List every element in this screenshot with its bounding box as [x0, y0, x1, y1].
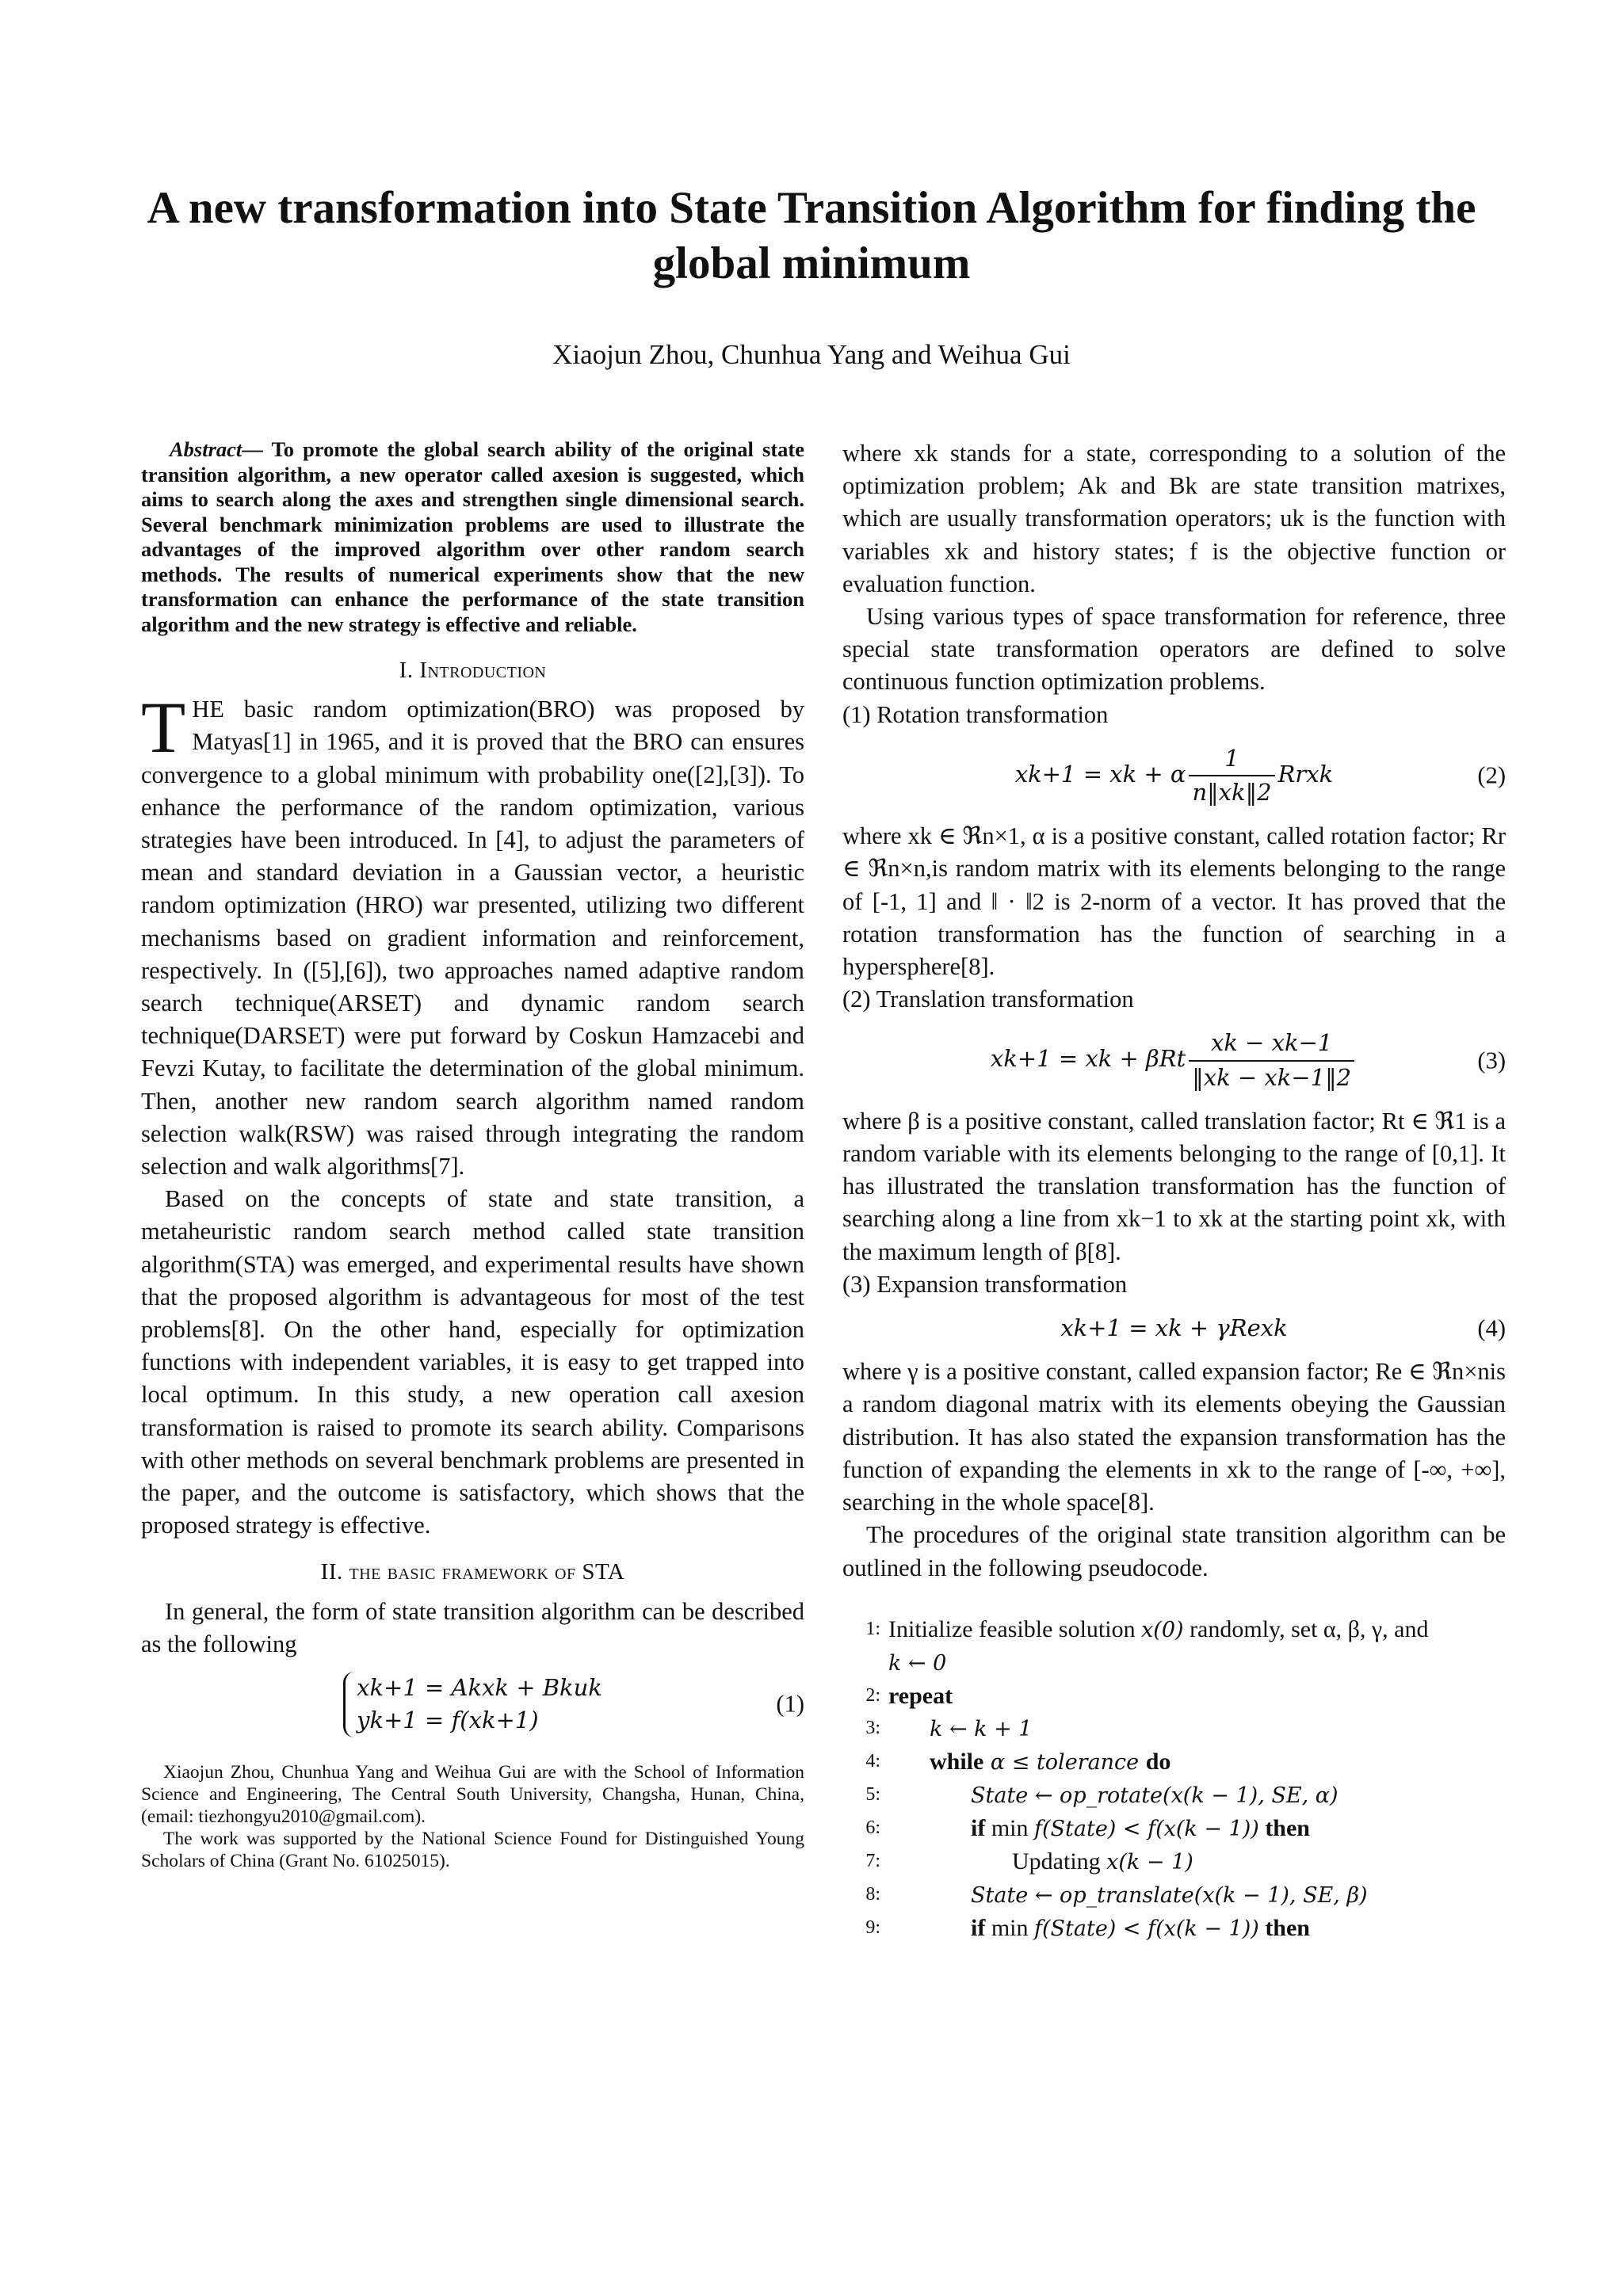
algo-keyword: then	[1258, 1914, 1310, 1941]
framework-paragraph-1: In general, the form of state transition algorithm can be described as the following	[141, 1597, 804, 1657]
algo-line-text	[888, 1646, 1506, 1680]
equation-1	[141, 1672, 804, 1737]
algo-line-text	[888, 1613, 1506, 1646]
algo-line-text	[888, 1812, 1506, 1845]
algo-line-text	[888, 1878, 1506, 1912]
algo-keyword: then	[1258, 1814, 1310, 1841]
right-paragraph-4: where β is a positive constant, called translation factor; Rt ∈ ℜ1 is a random variable with its elements belonging to the range of [0,1]. It has illustrated the translation transformation has the function of searching along a line from xk−1 to xk at the starting point xk, with the maximum length of β[8].	[842, 1107, 1506, 1265]
rotation-heading: (1) Rotation transformation	[842, 700, 1109, 728]
abstract-label: Abstract	[170, 437, 242, 461]
algo-line-number: 9:	[865, 1917, 880, 1938]
equation-2	[842, 742, 1506, 809]
algo-line-number: 4:	[865, 1750, 880, 1772]
algo-line	[842, 1712, 1506, 1745]
equation-2-denominator: n‖xk‖2	[1192, 779, 1272, 807]
algo-line	[842, 1646, 1506, 1680]
algo-keyword: do	[1145, 1748, 1171, 1775]
footnote-funding: The work was supported by the National Science Found for Distinguished Young Scholars of China (Grant No. 61025015).	[141, 1828, 804, 1871]
algo-text: randomly, set α, β, γ, and	[1183, 1615, 1429, 1642]
equation-1-line-2: yk+1 = f(xk+1)	[357, 1707, 539, 1734]
equation-2-rhs: Rrxk	[1277, 761, 1334, 788]
algo-line	[842, 1812, 1506, 1845]
algo-math: State ← op_translate(x(k − 1), SE, β)	[971, 1882, 1368, 1908]
section-heading-framework: II. the basic framework of STA	[320, 1559, 625, 1585]
equation-3-numerator: xk − xk−1	[1189, 1027, 1354, 1061]
section-heading-introduction: I. Introduction	[399, 658, 547, 683]
right-paragraph-2: Using various types of space transformation for reference, three special state transformation operators are defined to solve continuous function optimization problems.	[842, 603, 1506, 696]
equation-4-body: xk+1 = xk + γRexk	[1060, 1314, 1288, 1342]
algo-line-text	[888, 1712, 1506, 1745]
algo-line-number: 8:	[865, 1883, 880, 1905]
algo-line	[842, 1779, 1506, 1812]
algo-keyword: if	[971, 1814, 986, 1841]
algo-line-number: 1:	[865, 1618, 880, 1639]
expansion-heading: (3) Expansion transformation	[842, 1270, 1128, 1298]
algo-line	[842, 1680, 1506, 1712]
algo-line	[842, 1845, 1506, 1878]
algo-keyword: while	[930, 1748, 984, 1775]
algo-line-number: 7:	[865, 1850, 880, 1871]
algo-line-number: 3:	[865, 1717, 880, 1738]
abstract-text: — To promote the global search ability of the original state transition algorithm, a new operator called axesion is suggested, which aims to search along the axes and strengthen single dimensional search. Several benchmark minimization problems are used to illustrate the advantages of the improved algorithm over other random search methods. The results of numerical experiments show that the new transformation can enhance the performance of the state transition algorithm and the new strategy is effective and reliable.	[141, 437, 804, 636]
algo-line-number: 5:	[865, 1783, 880, 1805]
equation-4-number: (4)	[1477, 1314, 1506, 1342]
algo-line-text	[888, 1912, 1506, 1945]
algo-line-text	[888, 1779, 1506, 1812]
algo-math: k ← 0	[888, 1650, 947, 1676]
equation-4	[842, 1312, 1506, 1344]
algo-line-text	[888, 1845, 1506, 1878]
algo-line-number: 2:	[865, 1684, 880, 1706]
algo-line-number: 6:	[865, 1817, 880, 1838]
algo-line-number	[842, 1646, 888, 1680]
equation-1-line-1: xk+1 = Akxk + Bkuk	[357, 1674, 602, 1702]
equation-2-fraction	[1189, 742, 1274, 809]
algo-text: Updating	[1012, 1848, 1107, 1875]
equation-1-system	[343, 1672, 602, 1737]
right-paragraph-3: where xk ∈ ℜn×1, α is a positive constant, called rotation factor; Rr ∈ ℜn×n,is random matrix with its elements belonging to the range of [-1, 1] and ‖ · ‖2 is 2-norm of a vector. It has proved that the rotation transformation has the function of searching in a hypersphere[8].	[842, 822, 1506, 981]
right-column	[842, 437, 1506, 1945]
right-paragraph-1: where xk stands for a state, corresponding to a solution of the optimization problem; Ak and Bk are state transition matrixes, which are usually transformation operators; uk is the function with variables xk and history states; f is the objective function or evaluation function.	[842, 440, 1506, 597]
algo-line	[842, 1878, 1506, 1912]
right-paragraph-5: where γ is a positive constant, called expansion factor; Re ∈ ℜn×nis a random diagonal matrix with its elements obeying the Gaussian distribution. It has also stated the expansion transformation has the function of expanding the elements in xk to the range of [-∞, +∞], searching in the whole space[8].	[842, 1358, 1506, 1516]
algo-line	[842, 1613, 1506, 1646]
algo-keyword: if	[971, 1914, 986, 1941]
algo-text: min	[985, 1814, 1034, 1841]
algo-text: min	[985, 1914, 1034, 1941]
equation-2-number: (2)	[1477, 761, 1506, 789]
abstract	[141, 437, 804, 637]
translation-heading: (2) Translation transformation	[842, 986, 1134, 1013]
algo-math: α ≤ tolerance	[983, 1749, 1146, 1775]
algo-math: x(k − 1)	[1106, 1849, 1193, 1875]
algo-line	[842, 1912, 1506, 1945]
equation-2-numerator: 1	[1189, 742, 1274, 776]
footnote-affiliation: Xiaojun Zhou, Chunhua Yang and Weihua Gui are with the School of Information Science and Engineering, The Central South University, Changsha, Hunan, China, (email: tiezhongyu2010@gmail.com).	[141, 1761, 804, 1827]
algo-math: State ← op_rotate(x(k − 1), SE, α)	[971, 1783, 1338, 1808]
equation-3-denominator: ‖xk − xk−1‖2	[1192, 1063, 1352, 1091]
left-column	[141, 437, 804, 1872]
algo-line-text	[888, 1745, 1506, 1779]
equation-2-lhs: xk+1 = xk + α	[1014, 761, 1186, 788]
algo-line	[842, 1745, 1506, 1779]
algo-keyword: repeat	[888, 1682, 953, 1709]
intro-paragraph-2: Based on the concepts of state and state transition, a metaheuristic random search method called state transition algorithm(STA) was emerged, and experimental results have shown that the proposed algorithm is advantageous for most of the test problems[8]. On the other hand, especially for optimization functions with independent variables, it is easy to get trapped into local optimum. In this study, a new operation call axesion transformation is raised to promote its search ability. Comparisons with other methods on several benchmark problems are presented in the paper, and the outcome is satisfactory, which shows that the proposed strategy is effective.	[141, 1185, 804, 1539]
equation-3-fraction	[1189, 1027, 1354, 1093]
algo-math: f(State) < f(x(k − 1))	[1034, 1816, 1259, 1841]
algo-line-text	[888, 1680, 1506, 1712]
equation-3-lhs: xk+1 = xk + βRt	[990, 1045, 1186, 1073]
intro-paragraph-1-text: HE basic random optimization(BRO) was proposed by Matyas[1] in 1965, and it is proved that the BRO can ensures convergence to a global minimum with probability one([2],[3]). To enhance the performance of the random optimization, various strategies have been introduced. In [4], to adjust the parameters of mean and standard deviation in a Gaussian vector, a heuristic random optimization (HRO) war presented, utilizing two different mechanisms based on gradient information and reinforcement, respectively. In ([5],[6]), two approaches named adaptive random search technique(ARSET) and dynamic random search technique(DARSET) were put forward by Coskun Hamzacebi and Fevzi Kutay, to facilitate the determination of the global minimum. Then, another new random search algorithm named random selection walk(RSW) was raised through integrating the random selection and walk algorithms[7].	[141, 696, 804, 1180]
equation-3	[842, 1027, 1506, 1093]
intro-paragraph-1	[141, 687, 804, 1183]
algo-text: Initialize feasible solution	[888, 1615, 1142, 1642]
right-paragraph-6: The procedures of the original state transition algorithm can be outlined in the following pseudocode.	[842, 1521, 1506, 1581]
algo-math: k ← k + 1	[930, 1716, 1033, 1741]
paper-title: A new transformation into State Transition Algorithm for finding the global minimum	[147, 183, 1476, 288]
equation-1-number: (1)	[776, 1690, 804, 1718]
drop-cap: T	[141, 687, 186, 769]
algo-math: x(0)	[1141, 1617, 1184, 1642]
author-list: Xiaojun Zhou, Chunhua Yang and Weihua Gui	[552, 339, 1071, 370]
pseudocode-block	[842, 1613, 1506, 1945]
algo-math: f(State) < f(x(k − 1))	[1034, 1916, 1259, 1941]
equation-3-number: (3)	[1477, 1047, 1506, 1074]
